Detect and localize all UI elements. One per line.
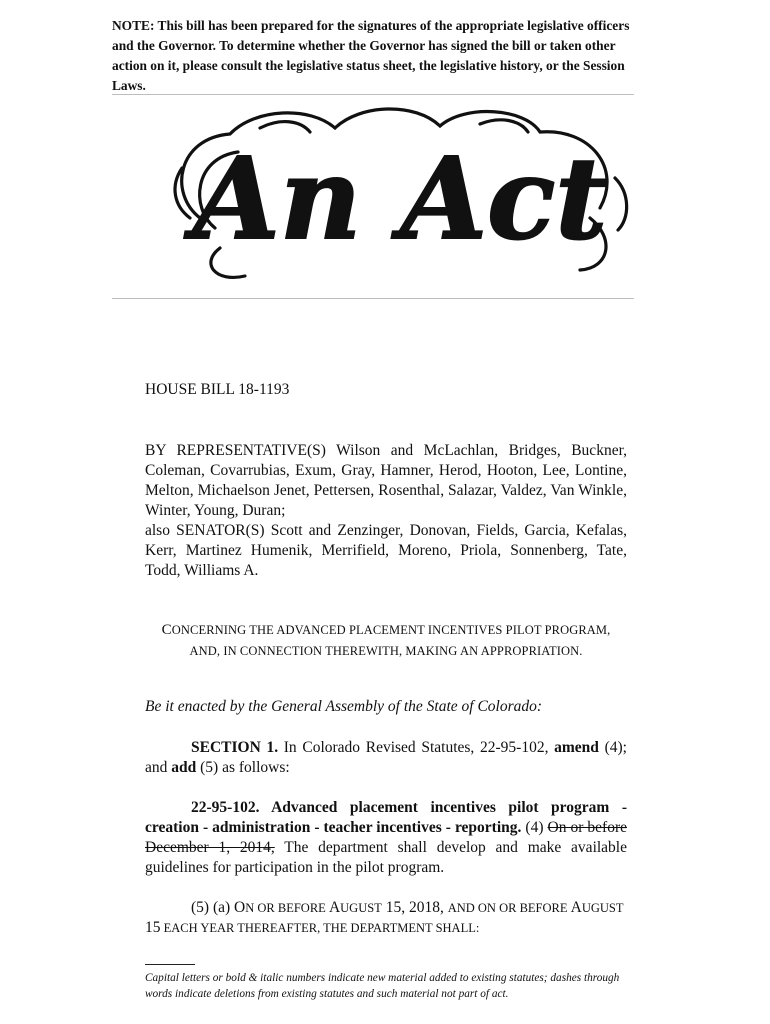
representatives-list: BY REPRESENTATIVE(S) Wilson and McLachlan, Bridges, Buckner, Coleman, Covarrubias, Exum, Gray, Hamner, Herod, Hooton, Lee, Lontine, Melton, Michaelson Jenet, Pettersen, Rosenthal, Salazar, Valdez, Van Winkle, Winter, Young, Duran; (145, 442, 627, 519)
senators-list: also SENATOR(S) Scott and Zenzinger, Donovan, Fields, Garcia, Kefalas, Kerr, Martinez Humenik, Merrifield, Moreno, Priola, Sonnenberg, Tate, Todd, Williams A. (145, 522, 627, 579)
section-1-text: SECTION 1. In Colorado Revised Statutes, 22-95-102, amend (4); and add (5) as follows: (145, 739, 627, 776)
section-1 (145, 738, 627, 778)
section-22-95-102 (145, 798, 627, 878)
legislative-note: NOTE: This bill has been prepared for the signatures of the appropriate legislative officers and the Governor. To determine whether the Governor has signed the bill or taken other action on it, please consult the legislative status sheet, the legislative history, or the Session Laws. (112, 18, 630, 93)
amend-keyword: amend (554, 739, 599, 756)
deleted-text: On or before December 1, 2014, (145, 819, 627, 856)
section-22-95-102-text: 22-95-102. Advanced placement incentives pilot program - creation - administration - teacher incentives - reporting. (4) On or before December 1, 2014, The department shall develop and make available guidelines for participation in the pilot program. (145, 799, 627, 876)
section-1-label: SECTION 1. (191, 739, 279, 756)
subsection-5 (145, 898, 627, 938)
an-act-seal-text: An Act (192, 134, 608, 265)
bill-title-line-2: AND, IN CONNECTION THEREWITH, MAKING AN APPROPRIATION. (189, 644, 583, 658)
section-heading: 22-95-102. Advanced placement incentives pilot program - creation - administration - teacher incentives - reporting. (145, 799, 627, 836)
enacting-clause: Be it enacted by the General Assembly of the State of Colorado: (145, 698, 543, 715)
bill-title-line-1 (145, 620, 627, 641)
header-divider-top (112, 94, 634, 95)
bill-title-lead-letter: C (161, 622, 172, 638)
subsection-5-line-2: 15 EACH YEAR THEREAFTER, THE DEPARTMENT SHALL: (145, 919, 480, 936)
subsection-5-line-1: (5) (a) ON OR BEFORE AUGUST 15, 2018, AND ON OR BEFORE AUGUST (191, 899, 624, 916)
bill-title-line-1-text: ONCERNING THE ADVANCED PLACEMENT INCENTIVES PILOT PROGRAM, (171, 623, 611, 637)
sponsors-block (145, 441, 627, 581)
footnote: Capital letters or bold & italic numbers indicate new material added to existing statutes; dashes through words indicate deletions from existing statutes and such material not part of act. (145, 972, 620, 1000)
bill-title (145, 620, 627, 662)
an-act-emblem (160, 98, 640, 294)
header-divider-bottom (112, 298, 634, 299)
an-act-seal-icon (160, 98, 640, 294)
footnote-divider (145, 964, 195, 965)
add-keyword: add (171, 759, 197, 776)
bill-number: HOUSE BILL 18-1193 (145, 381, 290, 398)
